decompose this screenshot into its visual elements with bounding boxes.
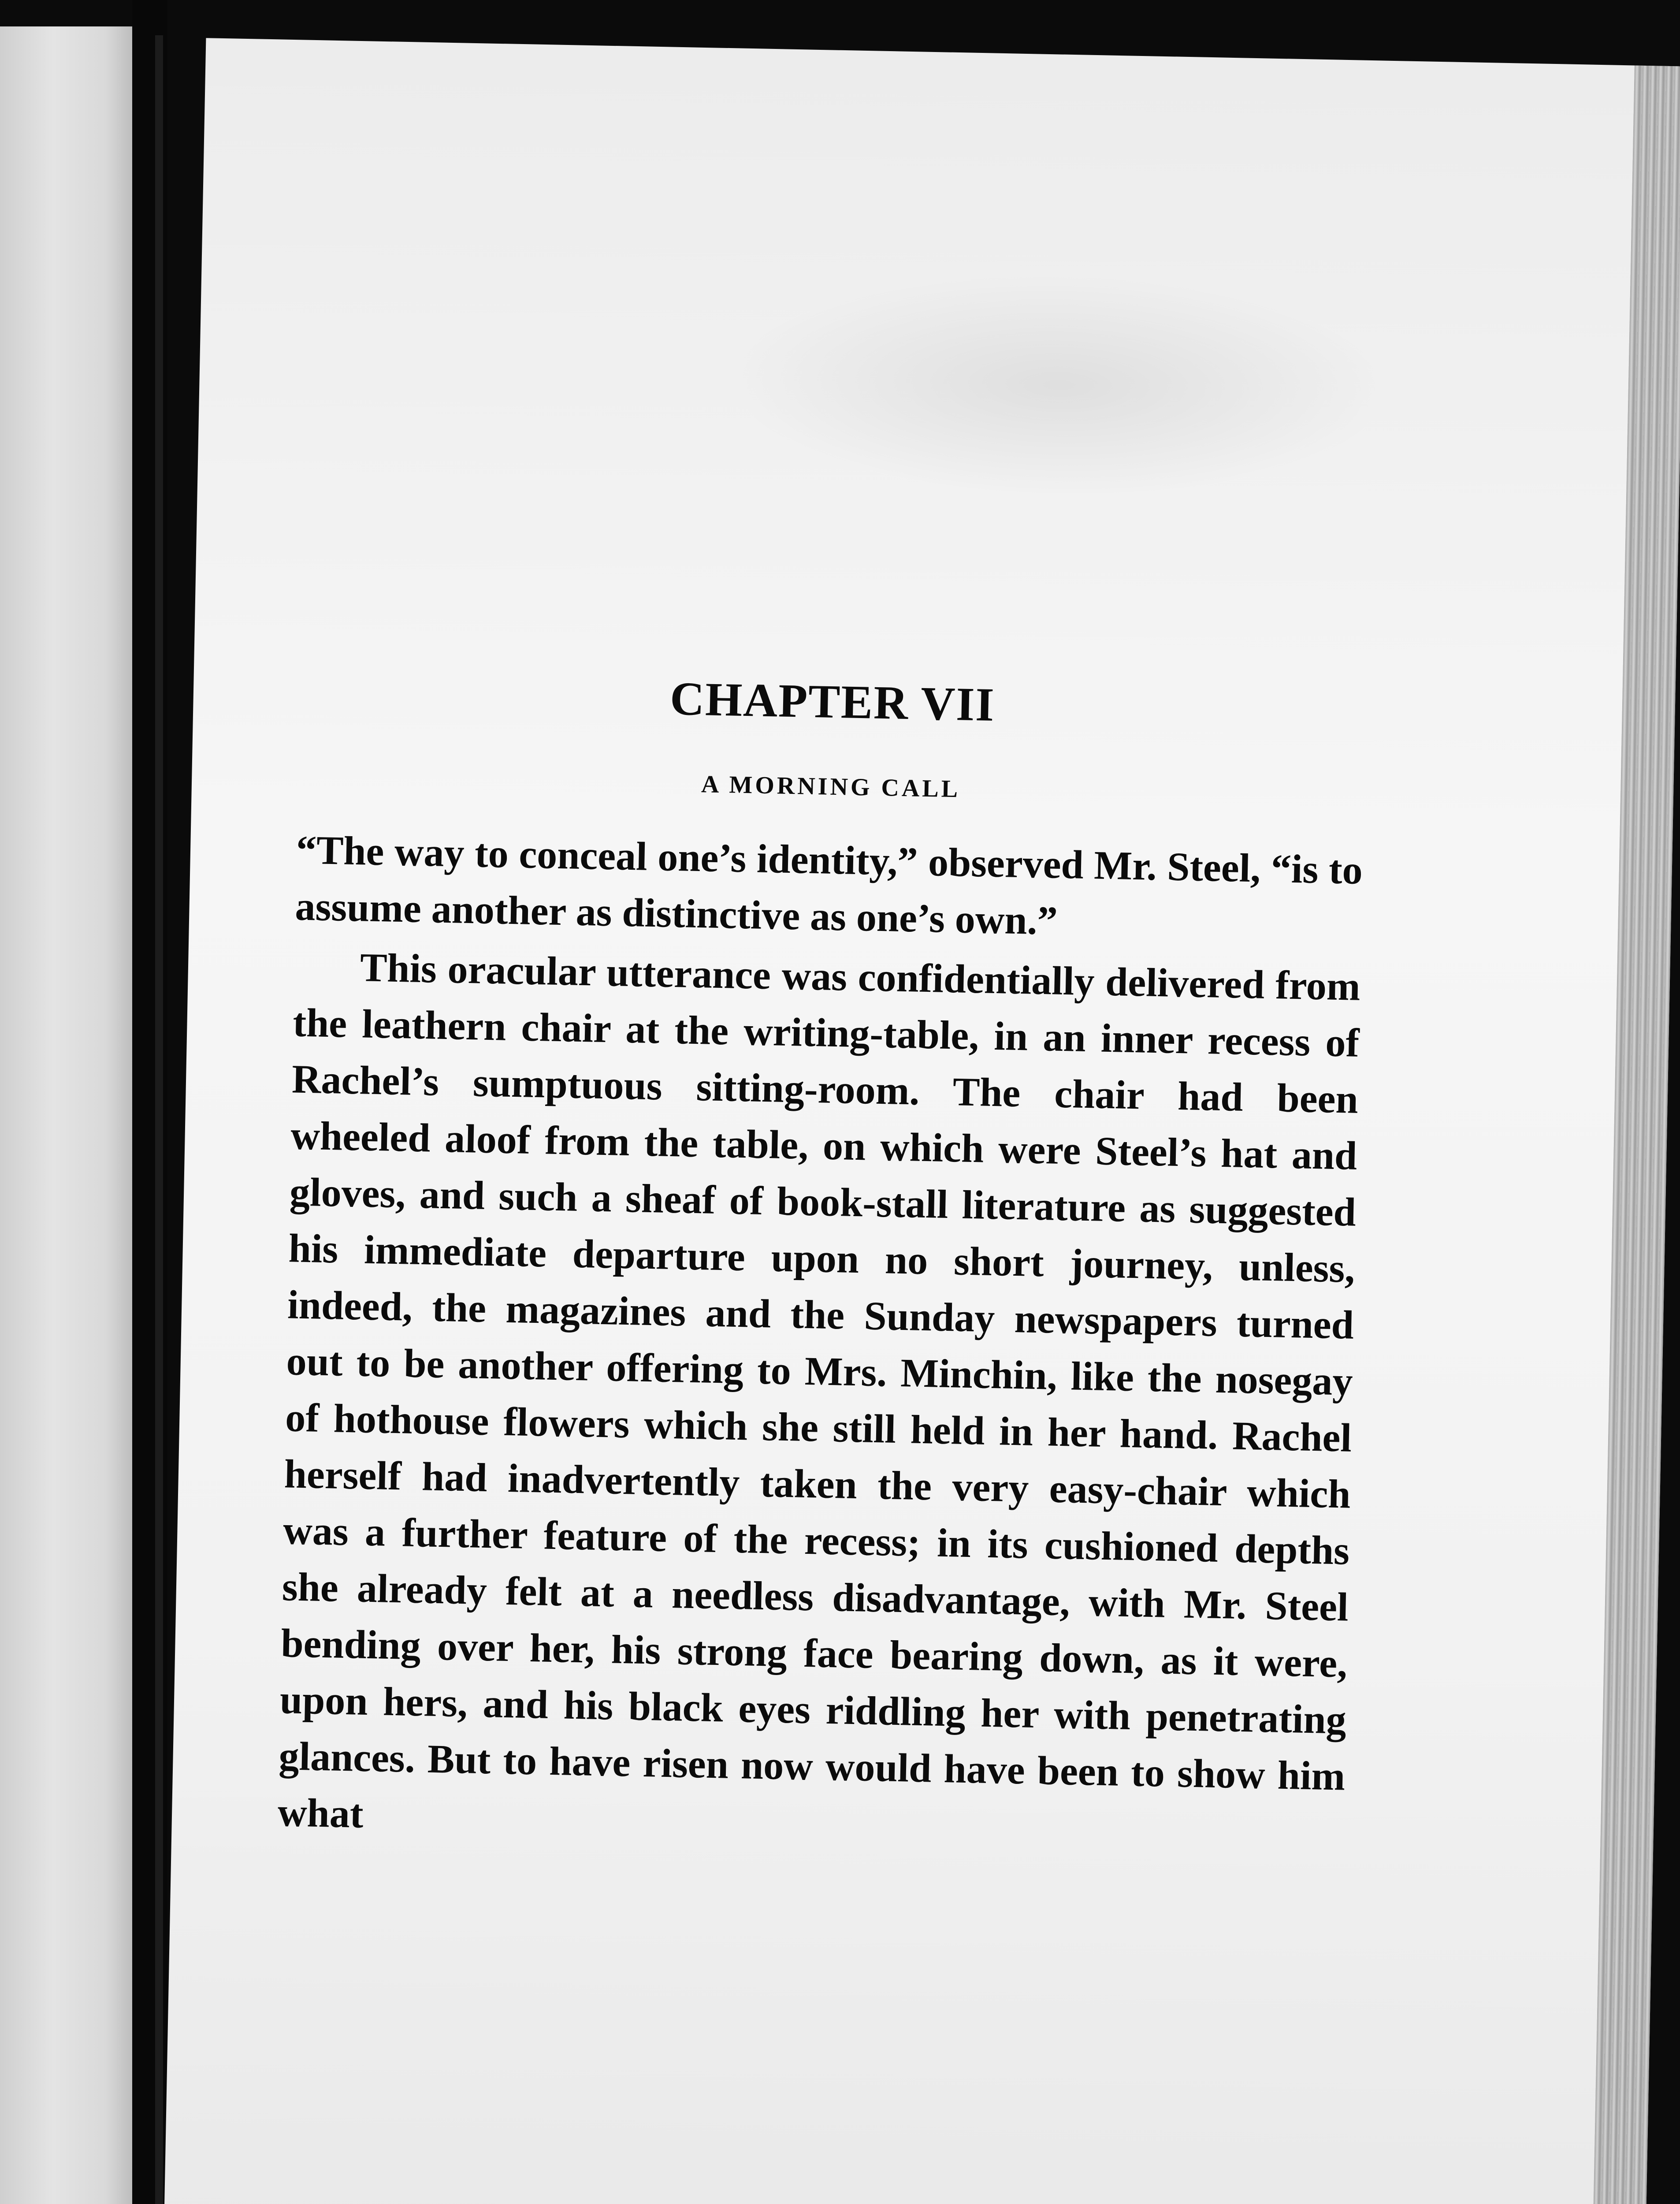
page-fore-edge — [1591, 65, 1680, 2204]
page-stain — [726, 268, 1391, 502]
book-page — [163, 38, 1680, 2204]
chapter-subtitle: A MORNING CALL — [701, 770, 961, 803]
gutter-shadow — [155, 35, 163, 2204]
previous-page-margin — [0, 26, 132, 2204]
chapter-title: CHAPTER VII — [669, 672, 996, 731]
paragraph: “The way to conceal one’s identity,” observed Mr. Steel, “is to assume another as distinctive as one’s own.” — [294, 827, 1363, 943]
paragraph: This oracular utterance was confidentially delivered from the leathern chair at the writing-table, in an inner recess of Rachel’s sumptuous sitting-room. The chair had been wheeled aloof from the table, on which were Steel’s hat and gloves, and such a sheaf of book-stall literature as suggested his immediate departure upon no short journey, unless, indeed, the magazines and the Sunday newspapers turned out to be another offering to Mrs. Minchin, like the nosegay of hothouse flowers which she still held in her hand. Rachel herself had inadvertently taken the very easy-chair which was a further feature of the recess; in its cushioned depths she already felt at a needless disadvantage, with Mr. Steel bending over her, his strong face bearing down, as it were, upon hers, and his black eyes riddling her with penetrating glances. But to have risen now would have been to show him what — [277, 945, 1361, 1836]
page-text-block — [277, 666, 1366, 1861]
